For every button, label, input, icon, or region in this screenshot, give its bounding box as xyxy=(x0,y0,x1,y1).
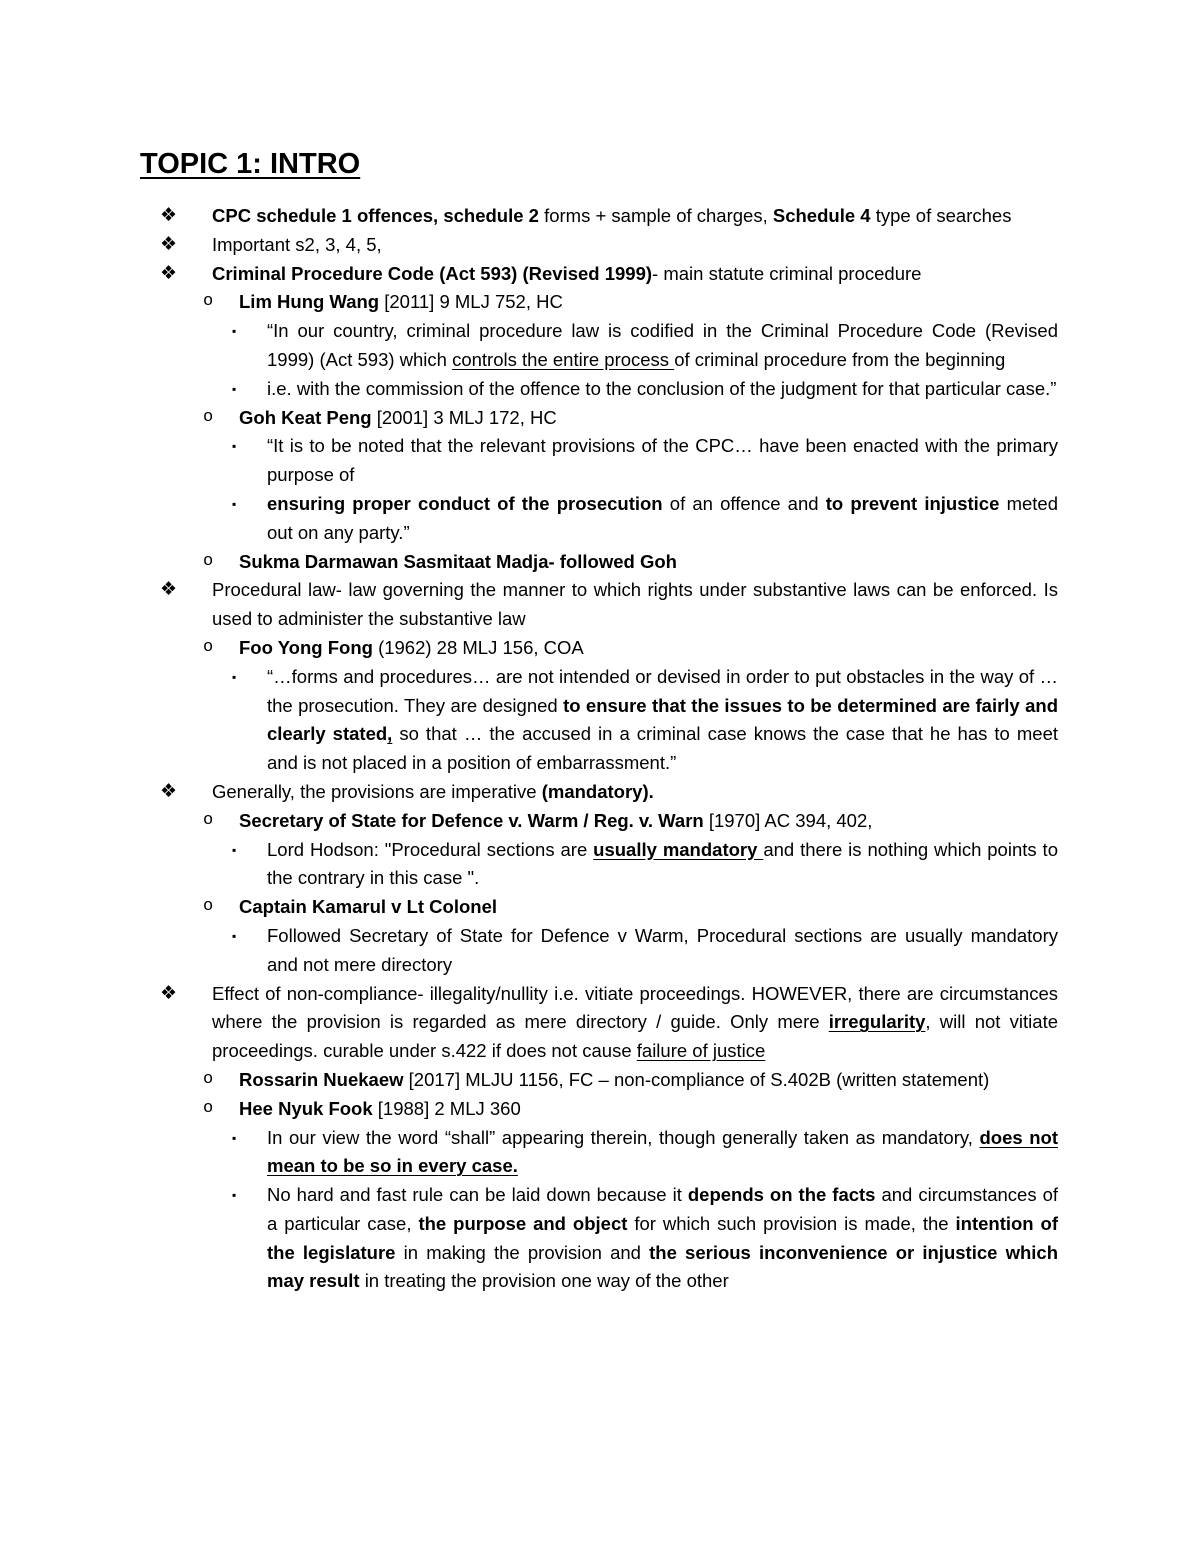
outline-item-level-3 xyxy=(0,432,1200,490)
outline-item-level-1 xyxy=(0,260,1200,289)
outline-item-level-2 xyxy=(0,1066,1200,1095)
item-text xyxy=(239,288,1058,317)
bold-text-segment: Schedule 4 xyxy=(772,205,876,226)
text-segment: meted out on any party.” xyxy=(267,492,1058,543)
bold-text-segment: Hee Nyuk Fook xyxy=(239,1097,378,1119)
outline-item-level-2 xyxy=(0,807,1200,836)
text-segment: in treating the provision one way of the other xyxy=(364,1270,729,1292)
bold-text-segment: Captain Kamarul v Lt Colonel xyxy=(239,896,498,918)
outline-item-level-3 xyxy=(0,663,1200,778)
item-text xyxy=(267,663,1058,778)
item-text xyxy=(239,548,1058,577)
outline-list xyxy=(0,202,1200,1296)
outline-item-level-1 xyxy=(0,778,1200,807)
bold-text-segment: CPC schedule 1 offences, schedule 2 xyxy=(212,205,545,226)
text-segment: Important s2, 3, 4, 5, xyxy=(212,233,382,255)
text-segment: of an offence and xyxy=(669,492,826,514)
diamond-bullet-icon: ❖ xyxy=(160,262,178,284)
bold-text-segment: Goh Keat Peng xyxy=(239,406,377,428)
text-segment: , will not vitiate proceedings. curable under s.422 if does not cause xyxy=(212,1011,1059,1062)
circle-bullet-icon: o xyxy=(203,1098,214,1118)
item-text xyxy=(239,1066,1058,1095)
item-text xyxy=(239,634,1058,663)
square-bullet-icon: ▪ xyxy=(232,1130,237,1145)
item-text xyxy=(212,202,1058,231)
bold-text-segment: Rossarin Nuekaew xyxy=(239,1068,409,1090)
text-segment: failure of justice xyxy=(636,1040,766,1062)
item-text xyxy=(267,1124,1058,1182)
text-segment: - main statute criminal procedure xyxy=(652,262,922,284)
item-text xyxy=(212,778,1058,807)
item-text xyxy=(239,404,1058,433)
item-text xyxy=(267,490,1058,548)
text-segment: controls the entire process xyxy=(452,348,675,370)
page-title: TOPIC 1: INTRO xyxy=(140,148,361,180)
text-segment: Lord Hodson: "Procedural sections are xyxy=(267,838,594,860)
text-segment: [2011] 9 MLJ 752, HC xyxy=(384,291,563,313)
text-segment: Followed Secretary of State for Defence v Warm, Procedural sections are usually mandatory and not mere directory xyxy=(267,924,1058,975)
text-segment: “In our country, criminal procedure law is codified in the Criminal Procedure Code (Revised 1999) (Act 593) which xyxy=(267,320,1058,370)
outline-item-level-2 xyxy=(0,893,1200,922)
item-text xyxy=(267,836,1058,894)
outline-item-level-2 xyxy=(0,1095,1200,1124)
circle-bullet-icon: o xyxy=(203,407,214,427)
square-bullet-icon: ▪ xyxy=(232,324,237,339)
text-segment: type of searches xyxy=(875,205,1012,226)
bold-text-segment: Criminal Procedure Code (Act 593) (Revised 1999) xyxy=(212,262,653,284)
circle-bullet-icon: o xyxy=(203,897,214,917)
bold-text-segment: to prevent injustice xyxy=(825,492,1007,514)
bold-text-segment: irregularity xyxy=(828,1011,926,1033)
outline-item-level-3 xyxy=(0,1181,1200,1296)
bold-text-segment: Lim Hung Wang xyxy=(239,291,385,313)
square-bullet-icon: ▪ xyxy=(232,928,237,943)
text-segment: “…forms and procedures… are not intended or devised in order to put obstacles in the way of …the prosecution. They are designed xyxy=(267,665,1058,716)
text-segment: and there is nothing which points to the contrary in this case ". xyxy=(267,838,1058,889)
outline-item-level-2 xyxy=(0,634,1200,663)
bold-text-segment: Foo Yong Fong xyxy=(239,636,379,658)
bold-text-segment: the serious inconvenience or injustice which may result xyxy=(267,1241,1058,1292)
item-text xyxy=(267,922,1058,980)
bold-text-segment: ensuring proper conduct of the prosecution xyxy=(267,492,670,514)
bold-text-segment: to ensure that the issues to be determined are fairly and clearly stated xyxy=(267,694,1059,745)
item-text xyxy=(212,231,1058,260)
outline-item-level-1 xyxy=(0,980,1200,1066)
bold-text-segment: the purpose and object xyxy=(418,1212,635,1234)
text-segment: so that … the accused in a criminal case knows the case that he has to meet and is not placed in a position of embarrassment.” xyxy=(267,723,1059,774)
item-text xyxy=(239,1095,1058,1124)
text-segment: of criminal procedure from the beginning xyxy=(674,348,1006,370)
outline-item-level-2 xyxy=(0,404,1200,433)
text-segment: [2017] MLJU 1156, FC – non-compliance of S.402B (written statement) xyxy=(408,1068,990,1090)
circle-bullet-icon: o xyxy=(203,551,214,571)
text-segment: for which such provision is made, the xyxy=(634,1212,956,1234)
circle-bullet-icon: o xyxy=(203,637,214,657)
diamond-bullet-icon: ❖ xyxy=(160,982,178,1004)
bold-text-segment: Secretary of State for Defence v. Warm / Reg. v. Warn xyxy=(239,809,709,831)
outline-item-level-3 xyxy=(0,490,1200,548)
item-text xyxy=(212,980,1058,1066)
text-segment: No hard and fast rule can be laid down because it xyxy=(267,1184,688,1206)
diamond-bullet-icon: ❖ xyxy=(160,579,178,601)
bold-text-segment: usually mandatory xyxy=(593,838,764,860)
text-segment: (1962) 28 MLJ 156, COA xyxy=(378,636,584,658)
item-text xyxy=(239,807,1058,836)
bold-text-segment: intention of the legislature xyxy=(267,1212,1059,1263)
text-segment: “It is to be noted that the relevant provisions of the CPC… have been enacted with the primary purpose of xyxy=(267,435,1058,486)
outline-item-level-1 xyxy=(0,231,1200,260)
diamond-bullet-icon: ❖ xyxy=(160,233,178,255)
text-segment: [1988] 2 MLJ 360 xyxy=(377,1097,521,1119)
outline-item-level-2 xyxy=(0,548,1200,577)
circle-bullet-icon: o xyxy=(203,292,214,312)
item-text xyxy=(267,375,1058,404)
bold-text-segment: does not mean to be so in every case. xyxy=(267,1126,1058,1177)
square-bullet-icon: ▪ xyxy=(232,669,237,684)
bold-text-segment: Sukma Darmawan Sasmitaat Madja- followed Goh xyxy=(239,550,677,572)
circle-bullet-icon: o xyxy=(203,810,214,830)
bold-text-segment: , xyxy=(387,723,393,745)
outline-item-level-1 xyxy=(0,202,1200,231)
text-segment: [2001] 3 MLJ 172, HC xyxy=(376,406,557,428)
square-bullet-icon: ▪ xyxy=(232,439,237,454)
square-bullet-icon: ▪ xyxy=(232,1188,237,1203)
text-segment: [1970] AC 394, 402, xyxy=(708,809,873,831)
text-segment: Procedural law- law governing the manner to which rights under substantive laws can be enforced. Is used to administer the substantive law xyxy=(212,579,1058,630)
text-segment: i.e. with the commission of the offence to the conclusion of the judgment for that particular case.” xyxy=(267,377,1057,399)
square-bullet-icon: ▪ xyxy=(232,496,237,511)
square-bullet-icon: ▪ xyxy=(232,381,237,396)
text-segment: Generally, the provisions are imperative xyxy=(212,780,542,802)
outline-item-level-3 xyxy=(0,317,1200,375)
item-text xyxy=(239,893,1058,922)
outline-item-level-3 xyxy=(0,922,1200,980)
diamond-bullet-icon: ❖ xyxy=(160,205,178,226)
outline-item-level-3 xyxy=(0,375,1200,404)
item-text xyxy=(212,576,1058,634)
text-segment: in making the provision and xyxy=(403,1241,650,1263)
outline-item-level-3 xyxy=(0,1124,1200,1182)
text-segment: forms + sample of charges, xyxy=(544,205,773,226)
text-segment: and circumstances of a particular case, xyxy=(267,1184,1059,1234)
outline-item-level-2 xyxy=(0,288,1200,317)
outline-item-level-1 xyxy=(0,576,1200,634)
text-segment: In our view the word “shall” appearing therein, though generally taken as mandatory, xyxy=(267,1126,980,1148)
outline-item-level-3 xyxy=(0,836,1200,894)
diamond-bullet-icon: ❖ xyxy=(160,780,178,802)
bold-text-segment: (mandatory). xyxy=(541,780,654,802)
text-segment: Effect of non-compliance- illegality/nullity i.e. vitiate proceedings. HOWEVER, there are circumstances where the provision is regarded as mere directory / guide. Only mere xyxy=(212,982,1058,1033)
item-text xyxy=(267,317,1058,375)
item-text xyxy=(267,432,1058,490)
item-text xyxy=(212,260,1058,289)
square-bullet-icon: ▪ xyxy=(232,842,237,857)
circle-bullet-icon: o xyxy=(203,1069,214,1089)
item-text xyxy=(267,1181,1058,1296)
bold-text-segment: depends on the facts xyxy=(687,1184,882,1206)
